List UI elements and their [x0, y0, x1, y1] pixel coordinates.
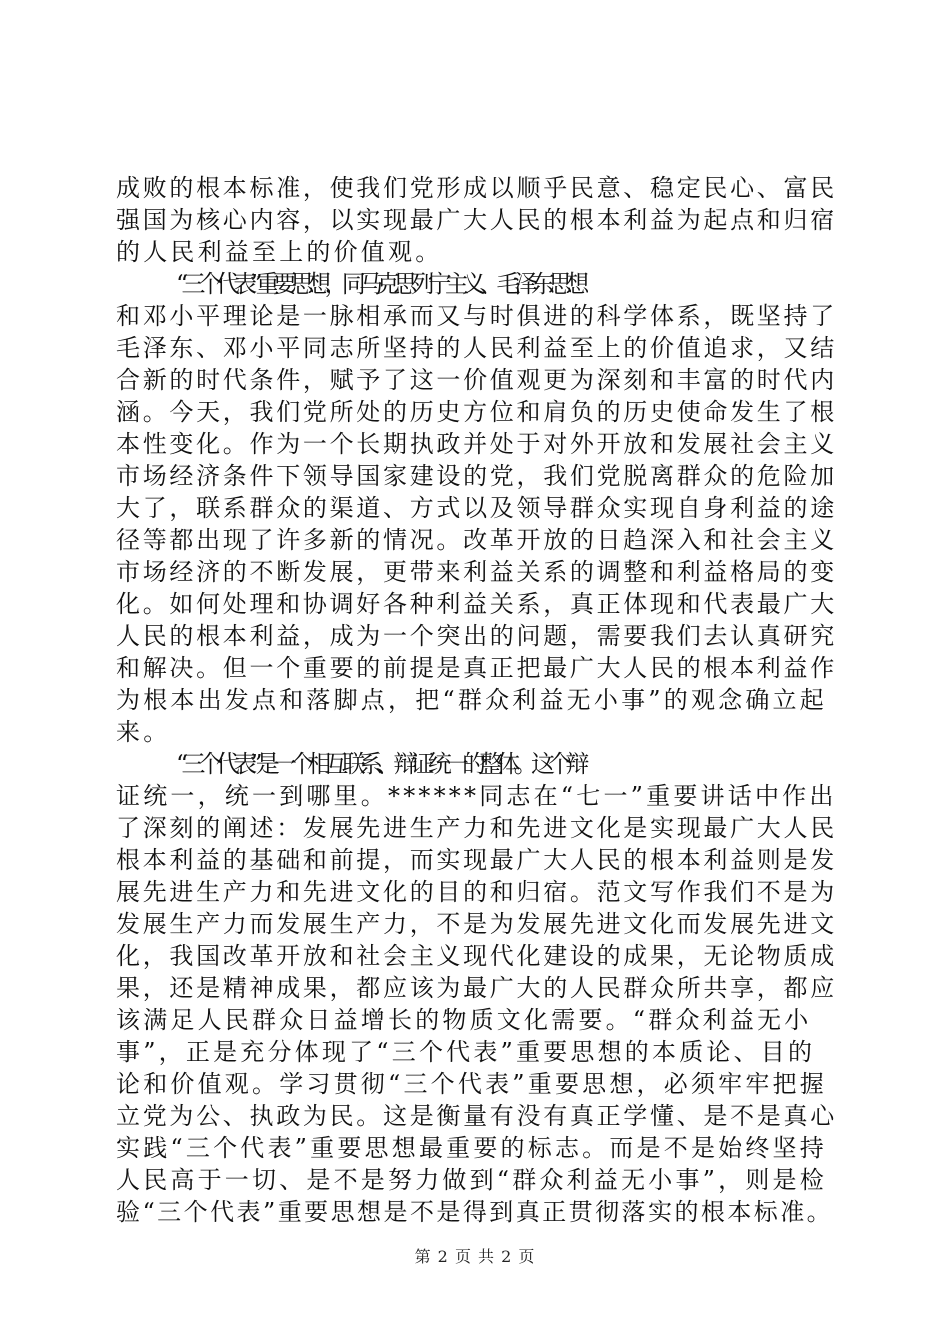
text-line: 市场经济的不断发展，更带来利益关系的调整和利益格局的变: [116, 558, 837, 586]
body-text: [116, 172, 836, 1228]
text-line: 事”，正是充分体现了“三个代表”重要思想的本质论、目的: [116, 1038, 816, 1066]
text-line: 和邓小平理论是一脉相承而又与时俱进的科学体系，既坚持了: [116, 302, 837, 330]
text-line: 大了，联系群众的渠道、方式以及领导群众实现自身利益的途: [116, 494, 837, 522]
text-line: 的人民利益至上的价值观。: [116, 238, 443, 266]
page-footer: 第 2 页 共 2 页: [414, 1247, 536, 1266]
text-line: 了深刻的阐述：发展先进生产力和先进文化是实现最广大人民: [116, 814, 837, 842]
text-line: 发展生产力而发展生产力，不是为发展先进文化而发展先进文: [116, 910, 837, 938]
text-line: 证统一，统一到哪里。******同志在“七一”重要讲话中作出: [116, 782, 837, 810]
text-line: 成败的根本标准，使我们党形成以顺乎民意、稳定民心、富民: [116, 174, 837, 202]
text-line: 化，我国改革开放和社会主义现代化建设的成果，无论物质成: [116, 942, 837, 970]
text-line: 毛泽东、邓小平同志所坚持的人民利益至上的价值追求，又结: [116, 334, 837, 362]
text-line: 和解决。但一个重要的前提是真正把最广大人民的根本利益作: [116, 654, 837, 682]
text-line: 涵。今天，我们党所处的历史方位和肩负的历史使命发生了根: [116, 398, 837, 426]
text-line: 展先进生产力和先进文化的目的和归宿。范文写作我们不是为: [116, 878, 837, 906]
text-line: 实践“三个代表”重要思想最重要的标志。而是不是始终坚持: [116, 1134, 827, 1162]
text-line: 立党为公、执政为民。这是衡量有没有真正学懂、是不是真心: [116, 1102, 837, 1130]
text-line: 人民高于一切、是不是努力做到“群众利益无小事”，则是检: [116, 1166, 827, 1194]
text-line: 论和价值观。学习贯彻“三个代表”重要思想，必须牢牢把握: [116, 1070, 827, 1098]
text-line: 强国为核心内容，以实现最广大人民的根本利益为起点和归宿: [116, 206, 837, 234]
text-line: 径等都出现了许多新的情况。改革开放的日趋深入和社会主义: [116, 526, 837, 554]
text-line: 合新的时代条件，赋予了这一价值观更为深刻和丰富的时代内: [116, 366, 837, 394]
text-line: 市场经济条件下领导国家建设的党，我们党脱离群众的危险加: [116, 462, 837, 490]
text-line: 化。如何处理和协调好各种利益关系，真正体现和代表最广大: [116, 590, 837, 618]
text-line: 果，还是精神成果，都应该为最广大的人民群众所共享，都应: [116, 974, 837, 1002]
text-line: “三个代表”是一个相互联系、辩证统一的整体。这个辩: [176, 750, 583, 778]
text-line: 根本利益的基础和前提，而实现最广大人民的根本利益则是发: [116, 846, 837, 874]
text-line: 验“三个代表”重要思想是不是得到真正贯彻落实的根本标准。: [116, 1198, 834, 1226]
text-line: “三个代表”重要思想，同马克思列宁主义、毛泽东思想: [176, 270, 583, 298]
text-line: 该满足人民群众日益增长的物质文化需要。“群众利益无小: [116, 1006, 812, 1034]
text-line: 为根本出发点和落脚点，把“群众利益无小事”的观念确立起: [116, 686, 827, 714]
text-line: 本性变化。作为一个长期执政并处于对外开放和发展社会主义: [116, 430, 837, 458]
text-line: 来。: [116, 718, 171, 746]
text-line: 人民的根本利益，成为一个突出的问题，需要我们去认真研究: [116, 622, 837, 650]
